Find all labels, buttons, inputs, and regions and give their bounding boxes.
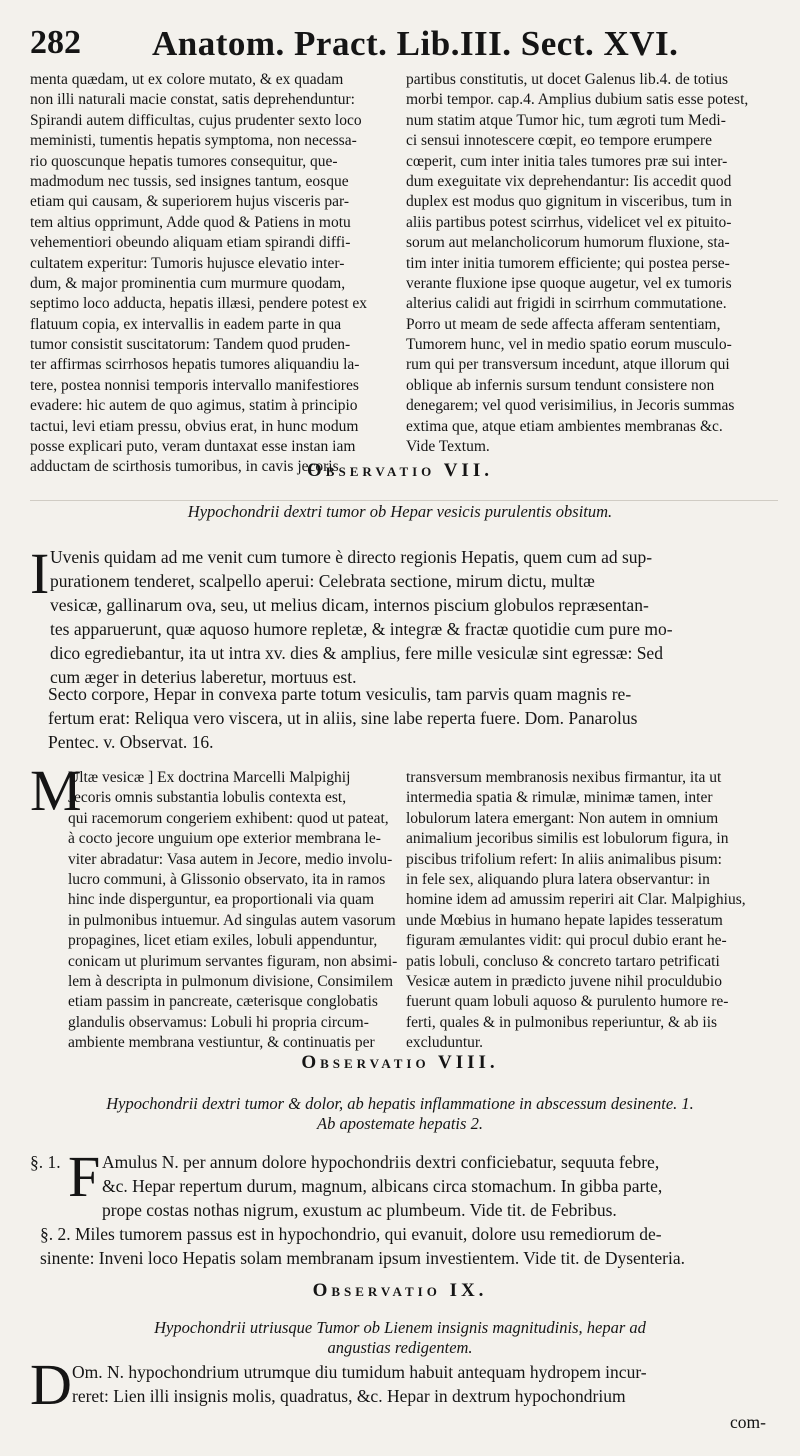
text-line: tere, postea nonnisi temporis intervallo manifestiores: [30, 376, 359, 394]
text-line: Vesicæ autem in prædicto juvene nihil proculdubio: [406, 972, 722, 990]
text-line: Jecoris omnis substantia lobulis contexta est,: [68, 789, 347, 807]
text-line: fuerunt quam lobuli aquoso & purulento humore re-: [406, 993, 729, 1011]
running-head: Anatom. Pract. Lib.III. Sect. XVI.: [152, 24, 679, 63]
text-line: sinente: Inveni loco Hepatis solam membranam ipsum investientem. Vide tit. de Dysenteria.: [40, 1248, 686, 1268]
text-line: Tumorem hunc, vel in medio spatio eorum musculo-: [406, 336, 732, 354]
text-line: Uvenis quidam ad me venit cum tumore è directo regionis Hepatis, quem cum ad sup-: [50, 547, 653, 567]
obs8-initial: F: [68, 1144, 101, 1209]
text-line: propagines, licet etiam exiles, lobuli appenduntur,: [68, 932, 378, 950]
text-line: intermedia spatia & rimulæ, minimæ tamen, inter: [406, 789, 713, 807]
text-line: menta quædam, ut ex colore mutato, & ex quadam: [30, 71, 344, 88]
text-line: oblique ab infernis sursum tendunt consistere non: [406, 376, 715, 394]
text-line: flatuum copia, ex intervallis in eadem parte in qua: [30, 315, 342, 333]
text-line: figuram æmulantes vidit: qui procul dubio erant he-: [406, 932, 727, 950]
divider-rule: [30, 500, 778, 501]
text-line: Ultæ vesicæ ] Ex doctrina Marcelli Malpighij: [68, 769, 351, 786]
text-line: ci sensui innotescere cœpit, eo tempore erumpere: [406, 132, 713, 150]
text-line: piscibus trifolium refert: In aliis animalibus pisum:: [406, 850, 722, 868]
text-line: tes apparuerunt, quæ aquoso humore repletæ, & integræ & fractæ quotidie cum pure mo-: [50, 619, 673, 639]
text-line: rum qui per transversum incedunt, atque illorum qui: [406, 356, 730, 374]
text-line: verante fluxione ipse quoque augetur, vel ex tumoris: [406, 274, 732, 292]
text-line: sorum aut melancholicorum humorum fluxione, sta-: [406, 234, 730, 252]
text-line: hinc inde disperguntur, ea proportionali via quam: [68, 891, 375, 909]
text-line: excluduntur.: [406, 1034, 484, 1052]
text-line: §. 2. Miles tumorem passus est in hypochondrio, qui evanuit, dolore usu remediorum de-: [40, 1224, 662, 1244]
text-line: vesicæ, gallinarum ova, seu, ut melius dicam, internos piscium globulos repræsentan-: [50, 595, 649, 615]
obs9-subtitle-1: Hypochondrii utriusque Tumor ob Lienem insignis magnitudinis, hepar ad: [154, 1318, 646, 1337]
text-line: Vide Textum.: [406, 438, 490, 456]
text-line: Spirandi autem difficultas, cujus prudenter sexto loco: [30, 111, 362, 129]
text-line: num statim atque Tumor hic, tum ægroti tum Medi-: [406, 111, 726, 129]
text-line: cœperit, cum inter initia tales tumores præ sui inter-: [406, 152, 728, 170]
text-line: dico egrediebantur, ita ut intra xv. dies & amplius, fere mille vesiculæ sint egressæ: Sed: [50, 643, 663, 663]
text-line: cum æger in deterius laberetur, mortuus est.: [50, 667, 357, 687]
text-line: Secto corpore, Hepar in convexa parte totum vesiculis, tam parvis quam magnis re-: [48, 684, 632, 704]
obs8-title: Observatio VIII.: [301, 1052, 499, 1073]
text-line: tactui, levi etiam pressu, obvius erat, in hunc modum: [30, 417, 359, 435]
text-line: dum exeguitate vix deprehendantur: Iis accedit quod: [406, 172, 732, 190]
text-line: vehementiori obeundo aliquam etiam spirandi diffi-: [30, 234, 351, 252]
text-line: ambiente membrana vestiuntur, & continuatis per: [68, 1034, 375, 1052]
top-right-column: [406, 70, 776, 457]
catchword: com-: [730, 1412, 766, 1432]
obs7-initial: I: [30, 541, 50, 606]
text-line: à cocto jecore unguium ope exterior membrana le-: [68, 830, 381, 848]
text-line: purationem tenderet, scalpello aperui: Celebrata sectione, mirum dictu, multæ: [50, 571, 595, 591]
text-line: etiam passim in pancreate, cæterisque conglobatis: [68, 993, 378, 1011]
text-line: homine idem ad amussim reperiri ait Clar. Malpighius,: [406, 891, 746, 909]
obs9-initial: D: [30, 1352, 72, 1417]
text-line: etiam qui causam, & superiorem hujus visceris par-: [30, 193, 350, 211]
text-line: prope costas nothas nigrum, exustum ac plumbeum. Vide tit. de Febribus.: [102, 1200, 617, 1220]
text-line: ferti, quales & in pulmonibus reperiuntur, & ab iis: [406, 1013, 718, 1031]
text-line: tumor consistit suscitatorum: Tandem quod pruden-: [30, 336, 351, 354]
scholion-right-column: [406, 768, 776, 1053]
text-line: partibus constitutis, ut docet Galenus lib.4. de totius: [406, 71, 729, 88]
scholion-initial: M: [30, 758, 82, 823]
text-line: ter affirmas scirrhosos hepatis tumores aliquandiu la-: [30, 356, 360, 374]
text-line: extima que, atque etiam ambientes membranas &c.: [406, 417, 723, 435]
page-number: 282: [30, 24, 81, 61]
text-line: tem altius opprimunt, Adde quod & Patiens in motu: [30, 213, 351, 231]
text-line: Porro ut meam de sede affecta afferam sententiam,: [406, 315, 721, 333]
text-line: madmodum nec tussis, sed insignes tantum, eosque: [30, 172, 349, 190]
text-line: Amulus N. per annum dolore hypochondriis dextri conficiebatur, sequuta febre,: [102, 1152, 660, 1172]
text-line: septimo loco adducta, hepatis illæsi, pendere potest ex: [30, 295, 368, 313]
top-text-columns: [30, 70, 778, 482]
text-line: unde Mœbius in humano hepate lapides tesseratum: [406, 911, 723, 929]
text-line: qui racemorum congeriem exhibent: quod ut pateat,: [68, 809, 389, 827]
text-line: glandulis observamus: Lobuli hi propria circum-: [68, 1013, 369, 1031]
text-line: adductam de scirthosis tumoribus, in cavis jecoris: [30, 458, 339, 476]
text-line: dum, & major prominentia cum murmure quodam,: [30, 274, 346, 292]
text-line: Pentec. v. Observat. 16.: [48, 732, 214, 752]
text-line: rio quoscunque hepatis tumores consequitur, que-: [30, 152, 338, 170]
top-left-column: [30, 70, 400, 478]
obs9-title: Observatio IX.: [312, 1280, 488, 1301]
text-line: morbi tempor. cap.4. Amplius dubium satis esse potest,: [406, 91, 749, 109]
scholion-columns: [30, 758, 778, 1058]
text-line: in fele sex, aliquando plura latera observantur: in: [406, 870, 710, 888]
text-line: patis lobuli, concluso & concreto tartaro petrificati: [406, 952, 720, 970]
text-line: transversum membranosis nexibus firmantur, ita ut: [406, 769, 722, 786]
text-line: cultatem experitur: Tumoris hujusce elevatio inter-: [30, 254, 345, 272]
obs8-subtitle-2: Ab apostemate hepatis 2.: [317, 1114, 483, 1133]
text-line: aliis partibus potest scirrhus, videlicet vel ex pituito-: [406, 213, 732, 231]
text-line: tim inter initia tumorem efficiente; qui postea perse-: [406, 254, 730, 272]
obs7-title: Observatio VII.: [307, 460, 493, 481]
text-line: denegarem; vel quod verisimilius, in Jecoris summas: [406, 397, 735, 415]
text-line: &c. Hepar repertum durum, magnum, albicans circa stomachum. In gibba parte,: [102, 1176, 663, 1196]
text-line: fertum erat: Reliqua vero viscera, ut in aliis, sine labe reperta fuere. Dom. Panarolus: [48, 708, 638, 728]
text-line: reret: Lien illi insignis molis, quadratus, &c. Hepar in dextrum hypochondrium: [72, 1386, 626, 1406]
text-line: Om. N. hypochondrium utrumque diu tumidum habuit antequam hydropem incur-: [72, 1362, 647, 1382]
obs8-subtitle-1: Hypochondrii dextri tumor & dolor, ab hepatis inflammatione in abscessum desinente. 1.: [106, 1094, 694, 1113]
text-line: lem à descripta in pulmonum divisione, Consimilem: [68, 972, 394, 990]
running-header: [30, 18, 790, 68]
text-line: lobulorum latera emergant: Non autem in omnium: [406, 809, 719, 827]
text-line: conicam ut plurimum servantes figuram, non absimi-: [68, 952, 398, 970]
text-line: alterius calidi aut frigidi in scirrhum commutatione.: [406, 295, 727, 313]
text-line: viter abradatur: Vasa autem in Jecore, medio involu-: [68, 850, 393, 868]
text-line: lucro communi, à Glissonio observato, ita in ramos: [68, 870, 386, 888]
text-line: non illi naturali macie constat, satis deprehenduntur:: [30, 91, 355, 109]
text-line: posse explicari puto, veram duntaxat esse instan iam: [30, 438, 356, 456]
text-line: meministi, tumentis hepatis symptoma, non necessa-: [30, 132, 357, 150]
obs8-s1-marker: §. 1.: [30, 1152, 61, 1172]
text-line: animalium jecoribus similis est lobulorum figura, in: [406, 830, 729, 848]
text-line: in pulmonibus intuemur. Ad singulas autem vasorum: [68, 911, 396, 929]
obs9-subtitle-2: angustias redigentem.: [327, 1338, 473, 1357]
text-line: evadere: hic autem de quo agimus, statim à principio: [30, 397, 358, 415]
text-line: duplex est modus quo gignitum in visceribus, tum in: [406, 193, 732, 211]
obs7-subtitle: Hypochondrii dextri tumor ob Hepar vesicis purulentis obsitum.: [187, 502, 613, 521]
